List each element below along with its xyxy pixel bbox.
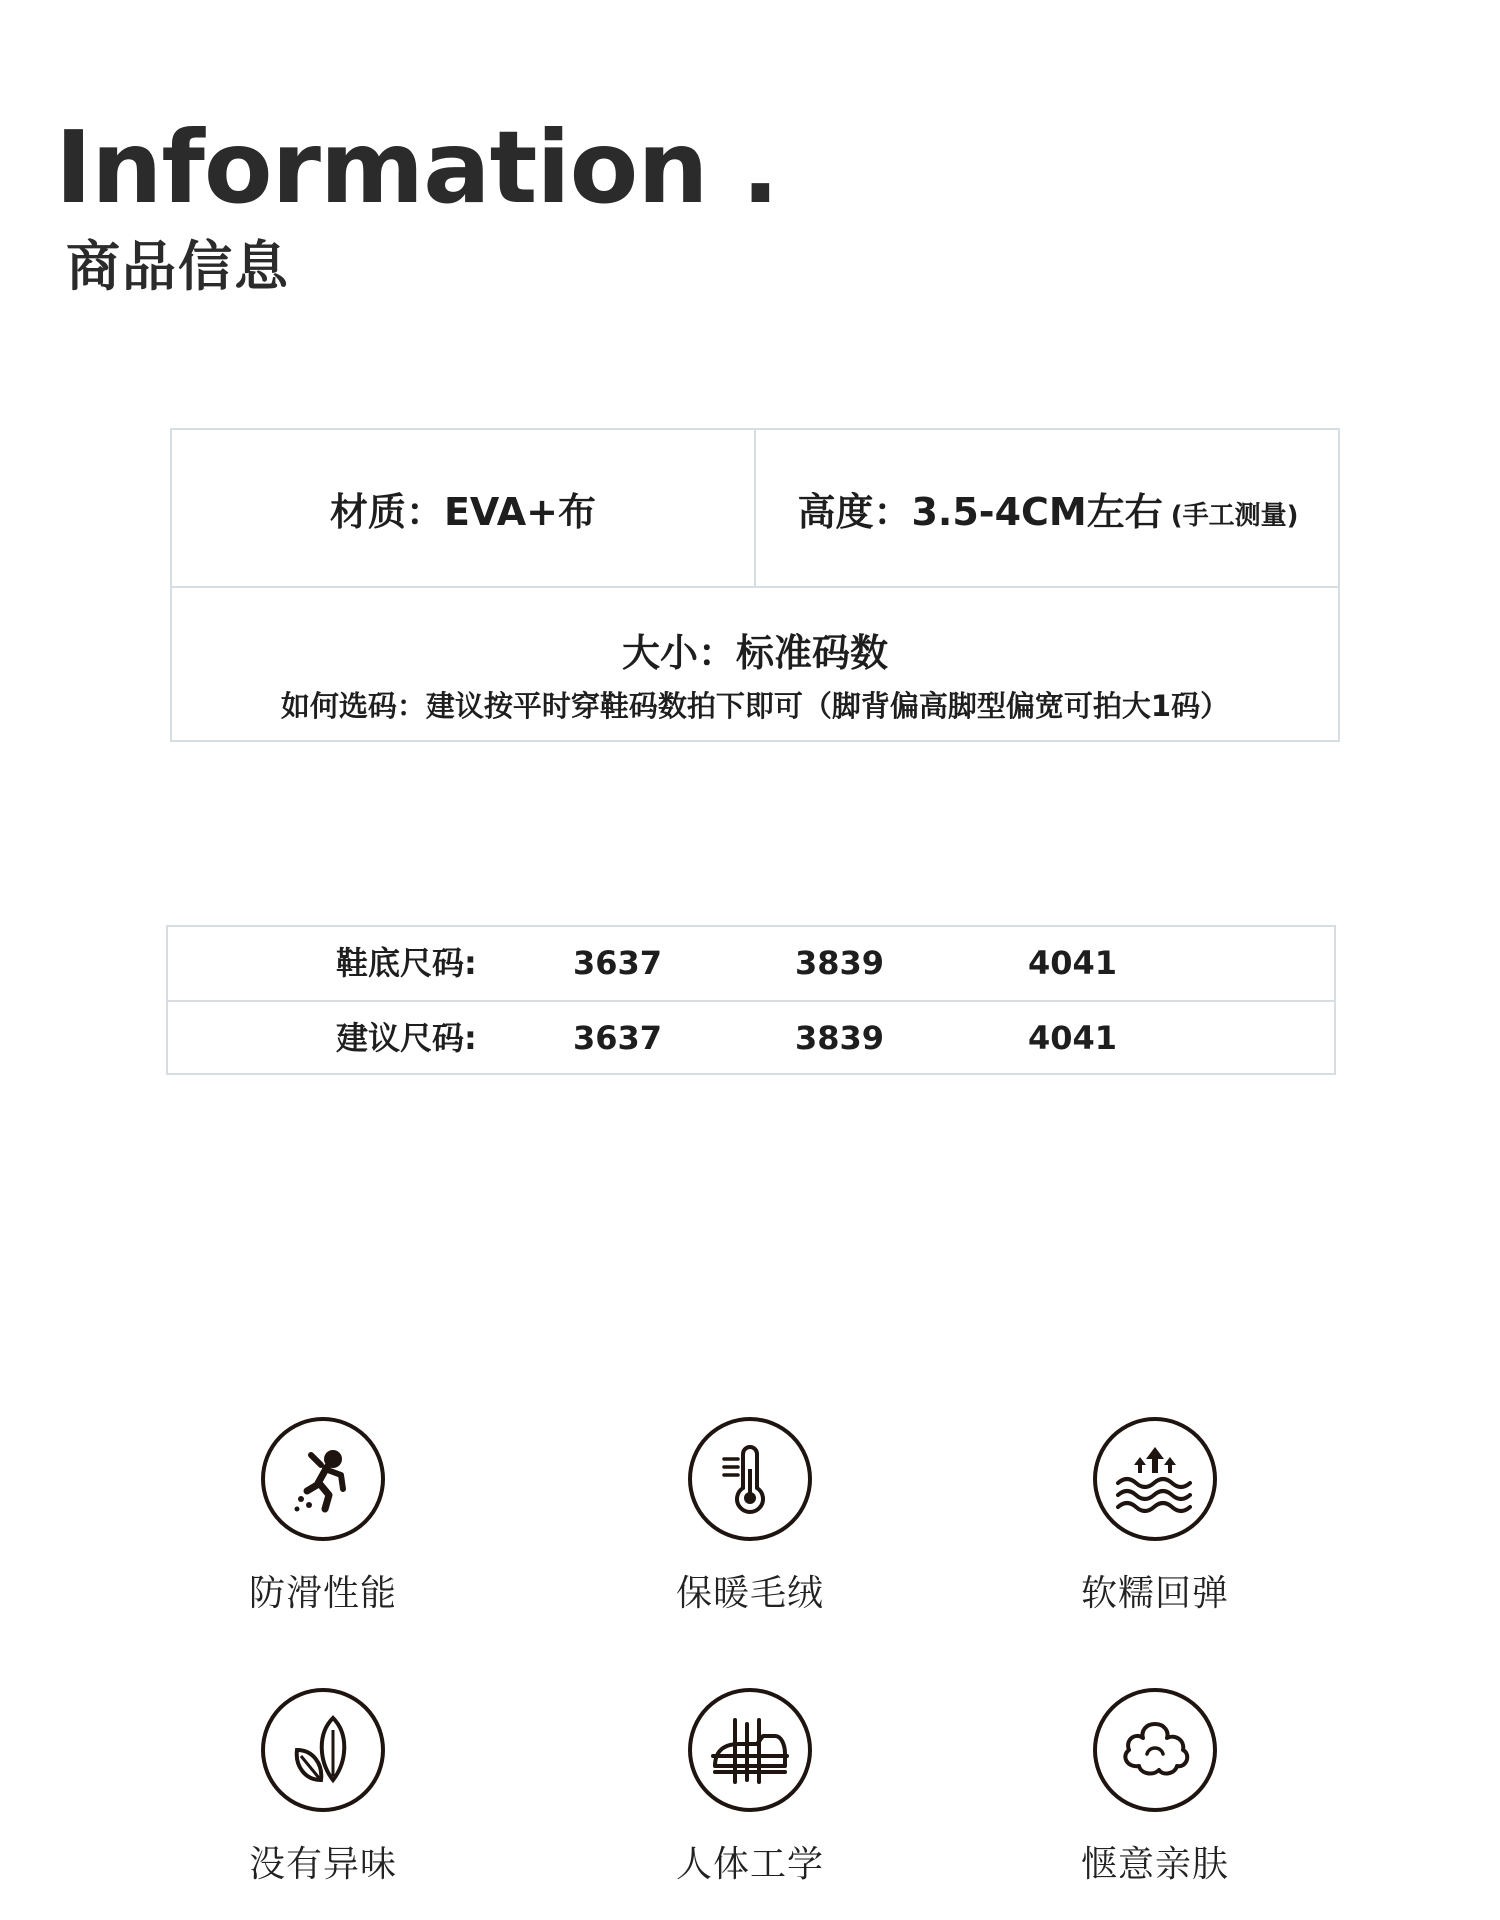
- size-value: 3839: [795, 1019, 885, 1057]
- thermometer-icon: [710, 1439, 790, 1519]
- info-row-top: [172, 430, 1338, 588]
- height-text: 高度：3.5-4CM左右: [797, 489, 1163, 534]
- height-note: (手工测量): [1170, 500, 1299, 531]
- anti-slip-icon: [283, 1439, 363, 1519]
- info-table: [170, 428, 1340, 742]
- material-text: 材质：EVA+布: [329, 489, 597, 534]
- size-tip-text: 如何选码：建议按平时穿鞋码数拍下即可（脚背偏高脚型偏宽可拍大1码）: [280, 689, 1230, 723]
- feature-skin-friendly: [1045, 1688, 1265, 1887]
- feature-label: 软糯回弹: [1080, 1573, 1229, 1614]
- feature-no-odor: [213, 1688, 433, 1887]
- feature-label: 惬意亲肤: [1080, 1844, 1229, 1885]
- feature-rebound: [1045, 1417, 1265, 1616]
- table-row: [168, 927, 1334, 1002]
- size-table: [166, 925, 1336, 1075]
- height-cell: [756, 430, 1340, 586]
- row-label: 建议尺码:: [336, 1019, 477, 1057]
- size-text: 大小：标准码数: [621, 631, 888, 675]
- feature-label: 保暖毛绒: [675, 1573, 824, 1614]
- title-english: Information .: [55, 109, 779, 226]
- feature-label: 防滑性能: [248, 1573, 397, 1614]
- material-cell: [172, 430, 756, 586]
- row-label: 鞋底尺码:: [336, 944, 477, 982]
- feature-label: 没有异味: [248, 1844, 397, 1885]
- feature-ergonomic: [640, 1688, 860, 1887]
- feature-label: 人体工学: [675, 1844, 824, 1885]
- size-value: 3637: [573, 1019, 663, 1057]
- leaf-icon: [283, 1710, 363, 1790]
- info-row-bottom: [172, 588, 1338, 742]
- cotton-icon: [1113, 1710, 1197, 1790]
- title-chinese: 商品信息: [66, 235, 290, 298]
- size-value: 3637: [573, 944, 663, 982]
- table-row: [168, 1002, 1334, 1075]
- rebound-icon: [1110, 1439, 1200, 1519]
- size-value: 3839: [795, 944, 885, 982]
- ergonomic-shoe-icon: [705, 1710, 795, 1790]
- size-value: 4041: [1028, 1019, 1118, 1057]
- feature-warm: [640, 1417, 860, 1616]
- size-value: 4041: [1028, 944, 1118, 982]
- feature-anti-slip: [213, 1417, 433, 1616]
